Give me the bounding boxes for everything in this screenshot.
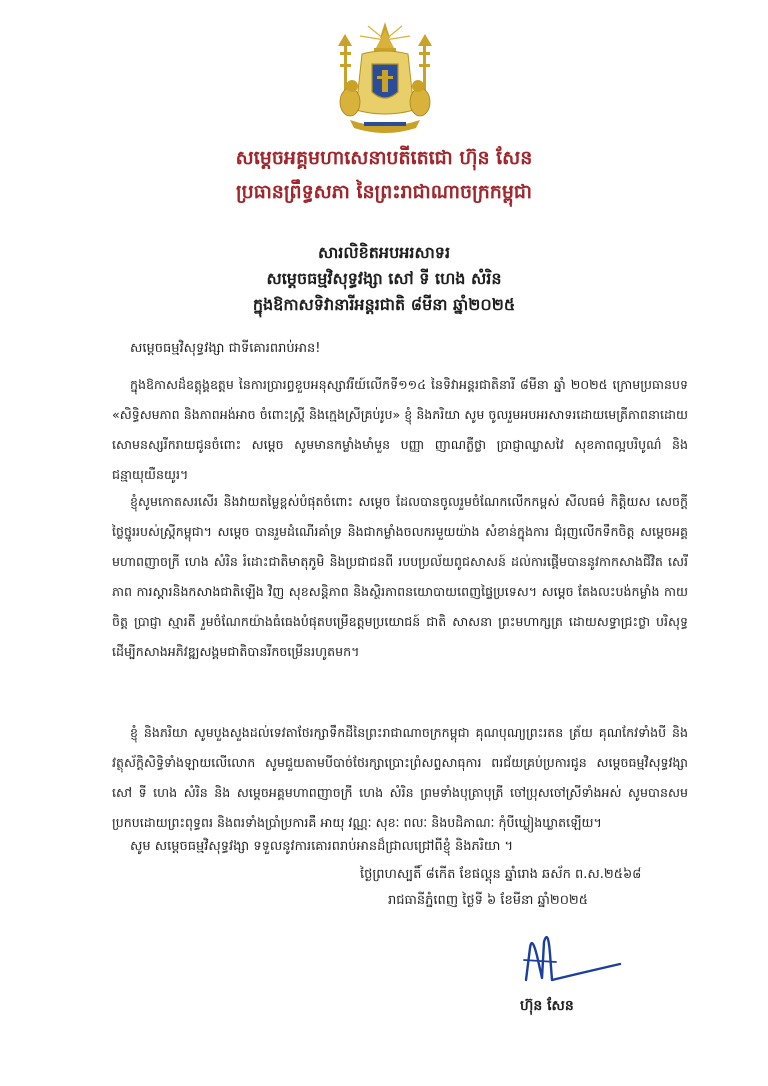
letter-occasion: ក្នុងឱកាសទិវានារីអន្តរជាតិ ៨មីនា ឆ្នាំ២០២៥ <box>252 295 516 314</box>
letter-title: សារលិខិតអបអរសាទរ <box>317 243 451 262</box>
header-office-name: សម្តេចអគ្គមហាសេនាបតីតេជោ ហ៊ុន សែន <box>235 147 533 169</box>
paragraph-3: ខ្ញុំ និងភរិយា សូមបួងសួងដល់ទេវតាថែរក្សាទឹកដីនៃព្រះរាជាណាចក្រកម្ពុជា គុណបុណ្យព្រះរតន ត្រ័យ គុណកែវទាំងបី និងវត្ថុស័ក្តិសិទ្ធិទាំងឡាយលើលោក សូមជួយតាមបីបាច់ថែរក្សាប្រោះព្រំសព្ទសាធុការ ពរជ័យគ្រប់ប្រការជូន សម្តេចធម្មវិសុទ្ធវង្សា សៅ ទី ហេង សំរិន និង សម្តេចអគ្គមហាពញាចក្រី ហេង សំរិន ព្រមទាំងបុត្រាបុត្រី ចៅប្រុសចៅស្រីទាំងអស់ សូមបានសមប្រកបដោយព្រះពុទ្ធពរ និងពរទាំងប្រាំប្រការគឺ អាយុ វណ្ណៈ សុខៈ ពលៈ និងបដិភាណៈ កុំបីឃ្លៀងឃ្លាតឡើយ។ <box>112 725 688 830</box>
header-office-title: ប្រធានព្រឹទ្ធសភា នៃព្រះរាជាណាចក្រកម្ពុជា <box>236 181 532 203</box>
salutation: សម្តេចធម្មវិសុទ្ធវង្សា ជាទីគោរពរាប់អាន! <box>130 341 321 356</box>
paragraph-2: ខ្ញុំសូមកោតសរសើរ និងវាយតម្លៃខ្ពស់បំផុតចំពោះ សម្តេច ដែលបានចូលរួមចំណែកលើកកម្ពស់ សីលធម៌ កិត្តិយស សេចក្តីថ្លៃថ្នូររបស់ស្ត្រីកម្ពុជា។ សម្តេច បានរួមដំណើរគាំទ្រ និងជាកម្លាំងចលករមួយយ៉ាង សំខាន់ក្នុងការ ជំរុញលើកទឹកចិត្ត សម្តេចអគ្គមហាពញាចក្រី ហេង សំរិន រំដោះជាតិមាតុភូមិ និងប្រជាជនពី របបប្រល័យពូជសាសន៍ ដល់ការផ្តើមបាននូវកាកសាងជីវិត សេរីភាព ការស្តារនិងកសាងជាតិឡើង វិញ សុខសន្តិភាព និងស្ថិរភាពនយោបាយពេញផ្ទៃប្រទេស។ សម្តេច តែងលះបង់កម្លាំង កាយចិត្ត ប្រាជ្ញា ស្មារតី រួមចំណែកយ៉ាងធំធេងបំផុតបម្រើឧត្តមប្រយោជន៍ ជាតិ សាសនា ព្រះមហាក្សត្រ ដោយសទ្ធាជ្រះថ្លា បរិសុទ្ធដើម្បីកសាងអភិវឌ្ឍសង្គមជាតិបានរីកចម្រើនរហូតមក។ <box>112 494 688 659</box>
paragraph-1: ក្នុងឱកាសដ៏ឧត្តុង្គឧត្តម នៃការប្រារព្ធខួបអនុស្សាវរីយ៍លើកទី១១៤ នៃទិវាអន្តរជាតិនារី ៨មីនា ឆ្នាំ ២០២៥ ក្រោមប្រធានបទ «សិទ្ធិសមភាព និងភាពអង់អាច ចំពោះស្ត្រី និងក្មេងស្រីគ្រប់រូប» ខ្ញុំ និងភរិយា សូម ចូលរួមអបអរសាទរដោយមេត្រីភាពនាដោយសោមនស្សរីករាយជូនចំពោះ សម្តេច សូមមានកម្លាំងមាំមួន បញ្ញា ញាណភ្លឺថ្លា ប្រាជ្ញាឈ្លាសវៃ សុខភាពល្អបរិបូណ៌ និងជន្មាយុយឺនយូរ។ <box>112 377 688 482</box>
solar-date: រាជធានីភ្នំពេញ ថ្ងៃទី ៦ ខែមីនា ឆ្នាំ២០២៥ <box>388 893 588 908</box>
closing-line: សូម សម្តេចធម្មវិសុទ្ធវង្សា ទទួលនូវការគោរពរាប់អានដ៏ជ្រាលជ្រៅពីខ្ញុំ និងភរិយា ។ <box>130 839 514 854</box>
letter-recipient: សម្តេចធម្មវិសុទ្ធវង្សា សៅ ទី ហេង សំរិន <box>266 269 502 288</box>
royal-arms-emblem-icon <box>330 20 440 138</box>
signer-name: ហ៊ុន សែន <box>520 998 574 1014</box>
lunar-date: ថ្ងៃព្រហស្បតិ៍ ៨កើត ខែផល្គុន ឆ្នាំរោង ឆស័ក ព.ស.២៥៦៨ <box>360 867 642 882</box>
signature-icon <box>508 920 628 995</box>
